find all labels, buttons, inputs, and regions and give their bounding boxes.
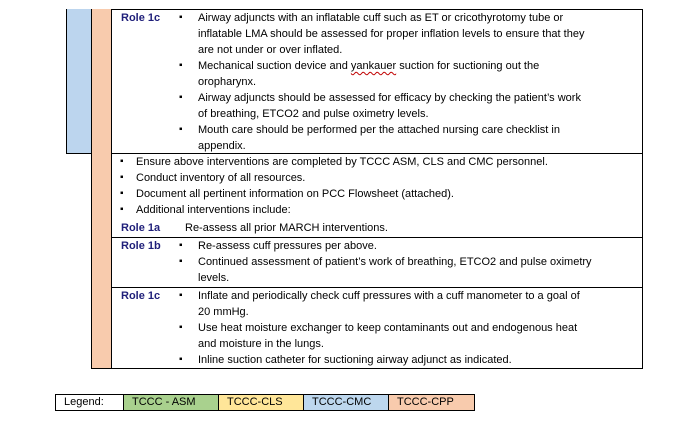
cpp-color-band xyxy=(91,9,112,369)
list-item: ▪ Conduct inventory of all resources. xyxy=(136,170,548,186)
role-label-1c-second: Role 1c xyxy=(121,290,161,302)
row-divider-bottom xyxy=(112,368,643,369)
role-1b-list xyxy=(198,238,592,286)
role-label-1c: Role 1c xyxy=(121,12,161,24)
table-right-border xyxy=(642,9,643,369)
list-item: ▪ Mechanical suction device and yankauer suction for suctioning out the oropharynx. xyxy=(198,58,584,90)
legend xyxy=(55,394,475,411)
role-1a-text: Re-assess all prior MARCH interventions. xyxy=(185,222,388,234)
list-item: ▪ Airway adjuncts should be assessed for efficacy by checking the patient’s work of breathing, ETCO2 and pulse oximetry levels. xyxy=(198,90,584,122)
list-item: ▪ Additional interventions include: xyxy=(136,202,548,218)
legend-item-cls: TCCC-CLS xyxy=(219,395,304,410)
list-item: ▪ Airway adjuncts with an inflatable cuff such as ET or cricothyrotomy tube or inflatable LMA should be assessed for proper inflation levels to ensure that they are not under or over inflated. xyxy=(198,10,584,58)
role-1c-airway-list xyxy=(198,10,584,154)
list-item: ▪ Inline suction catheter for suctioning airway adjunct as indicated. xyxy=(198,352,580,368)
spellcheck-word: yankauer xyxy=(350,60,397,72)
cmc-color-band xyxy=(66,9,91,154)
role-1a-row xyxy=(121,220,388,236)
list-item: ▪ Re-assess cuff pressures per above. xyxy=(198,238,592,254)
legend-item-cmc: TCCC-CMC xyxy=(304,395,389,410)
list-item: ▪ Continued assessment of patient’s work of breathing, ETCO2 and pulse oximetry levels. xyxy=(198,254,592,286)
general-interventions-list xyxy=(136,154,548,218)
list-item: ▪ Inflate and periodically check cuff pressures with a cuff manometer to a goal of 20 mmHg. xyxy=(198,288,580,320)
list-item: ▪ Document all pertinent information on PCC Flowsheet (attached). xyxy=(136,186,548,202)
role-label-1a: Role 1a xyxy=(121,222,161,234)
list-item: ▪ Ensure above interventions are completed by TCCC ASM, CLS and CMC personnel. xyxy=(136,154,548,170)
legend-label: Legend: xyxy=(56,395,124,410)
role-1c-cuff-list xyxy=(198,288,580,368)
list-item: ▪ Use heat moisture exchanger to keep contaminants out and endogenous heat and moisture in the lungs. xyxy=(198,320,580,352)
role-label-1b: Role 1b xyxy=(121,240,161,252)
legend-item-asm: TCCC - ASM xyxy=(124,395,219,410)
legend-item-cpp: TCCC-CPP xyxy=(389,395,474,410)
list-item: ▪ Mouth care should be performed per the attached nursing care checklist in appendix. xyxy=(198,122,584,154)
